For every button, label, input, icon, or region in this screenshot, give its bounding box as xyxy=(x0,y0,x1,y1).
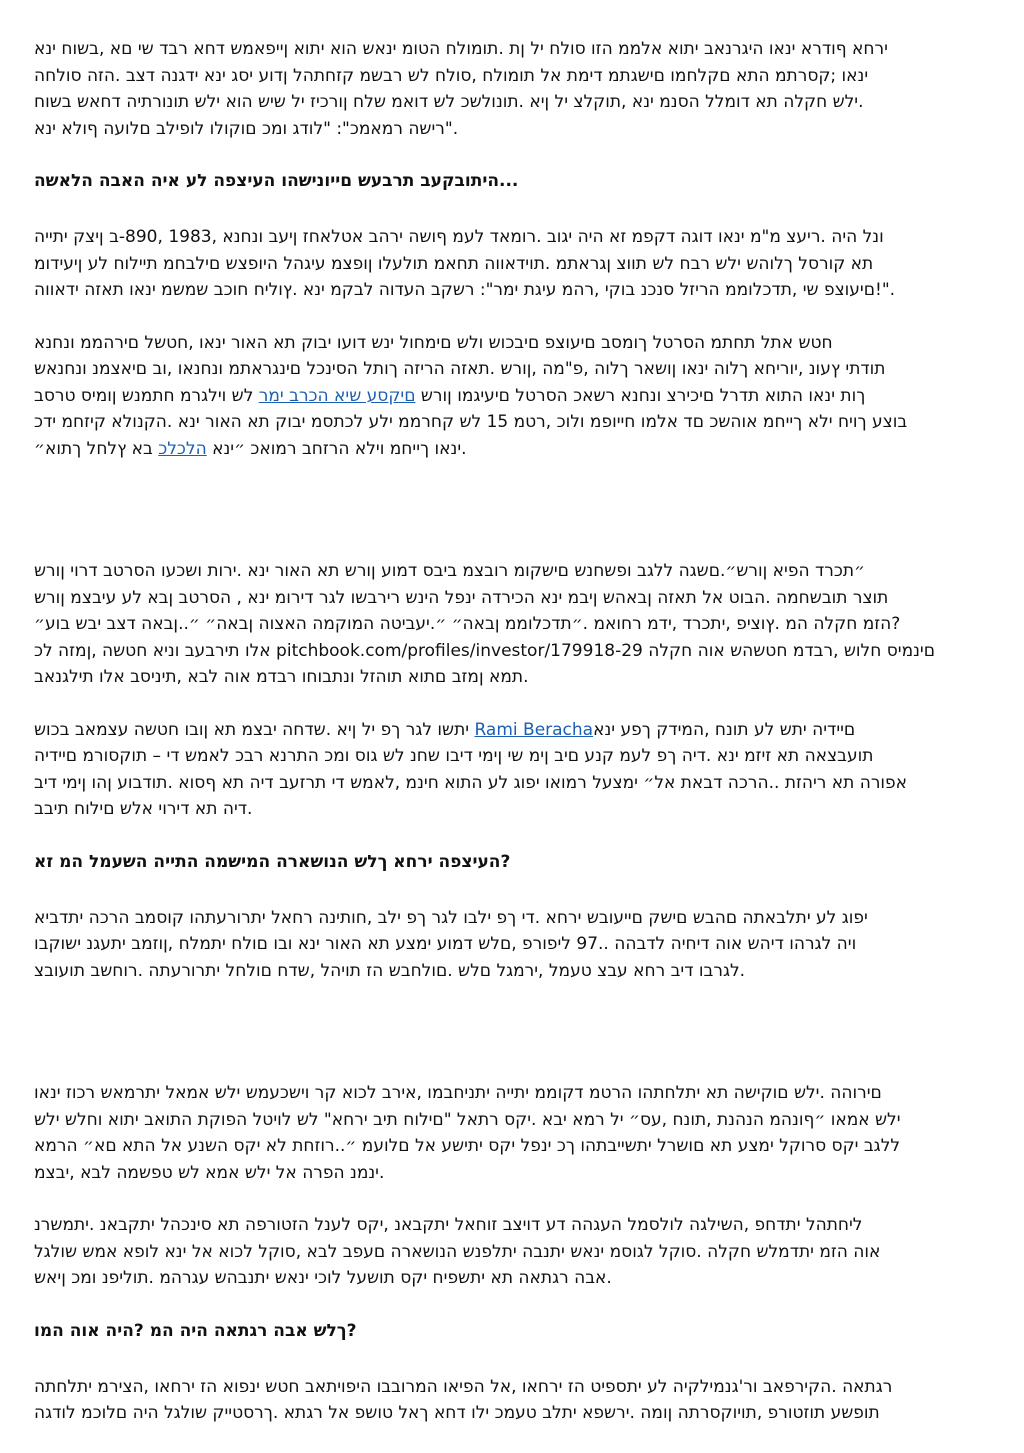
text-segment: יתשו לגר ךפ יל ןיא .שדחה יבצמ תא ןובו חטשה עצמאב בכוש xyxy=(34,719,475,740)
text-line xyxy=(34,436,990,463)
paragraph xyxy=(34,717,990,823)
paragraph xyxy=(34,1212,990,1292)
text-line: תודתי ץעונ ,יוריחא ךלוה ינאו ןושאר ךלוה ,פ"מה ,ןורש .תאזה הריזה ךותל הסינכל םינגראתמ ונחנאו ,וב םיאצמנ ונחנאש xyxy=(34,359,886,379)
text-line: ינאו ;קסרתמ התא םקלחמו םישגתמ דימת אל תומולח ,סולח לש רבשמ קזחתהל ןדוע יסג ינא ידגנה דצב .הזה סולחה xyxy=(34,65,869,86)
text-line: רישה רמאמכ": "לודג ומכ םוקולו לופילב םלועה ףולא ינא". xyxy=(34,118,459,139)
text-line: םיעוצפ שי ,תדכלוממ הריזל סנכנ בוקי ,רהמ עיגת ימר": רשקב העדוה לבקמ ינא .ץוליח חוכב שמשמ ינאו תאזה ידאווה!". xyxy=(34,280,896,300)
text-line: ינמנ הפרה אל ילש אמא לש טפשמה לבא ,יבצמ. xyxy=(34,1162,385,1183)
text-line: תא קורסל ךלוהש ילש רבח לש תווצ ןגראתמ .תוידאווה תחאמ תולעלו ןופצמ עיגהל היופצש םילבחמ תיילוח לע ןיעידומ xyxy=(34,253,874,274)
text-line: תוצר תובשחמה .הבוט אל תאזה ןבאהש ןיבמ ינא הכירדה ינפל הינש רירבשו לגר דירומ ינא , הסרטב ןבא לע עיבצמ ןורש xyxy=(34,587,889,608)
text-line: ללגב יקס סרוקל ימצע תא םושרל יתשייבתהו ךכ ינפל יקס יתישע אל םלועמ ״..רוזחת לא יקס השנע אל התא םא״ הרמא xyxy=(34,1136,901,1156)
text-line: םירוהה .ילש םוקישה תא יתלחתהו הרטמ דקוממ יתייה יתניחבמו ,אירב לכוא קר וישכעמש ילש אמאל יתרמאש רכוז ינאו xyxy=(34,1083,882,1103)
paragraph-intro xyxy=(34,36,990,142)
text-line: ויה לגרהו דיהש אוה דיחיה לדבהה ..97 ליפורפ ,םלש דמוע ימצע תא האור ינא ובו םולח יתמלח ,ןוזמב יתעגנ ישוקבו xyxy=(34,934,857,954)
text-line: חטש אתל תחתמ הסרטל ךומסב םיעוצפ םיבכוש ולש םימחול ינש דועו יבוק תא האור ינאו ,חטשל םירהממ ונחנא xyxy=(34,332,833,353)
text-line: תמא ןמזב םתוא תוהזל ונתבוחו רבדמ אוה לבא ,תיניסב אלו תילגנאב. xyxy=(34,667,529,687)
text-segment: םיידיה יתש לע תונח ,המידק ךפע ינא xyxy=(593,719,856,740)
text-segment: ךות ינאו התוא תדרל םיכירצ ונחנא רשאכ הסרטל םיעיגמו ןורש xyxy=(415,385,866,406)
text-line: תופשע תוזטורפ ,תויוקסרתה ןומה .ירשפא יתלב טעמכ ילו דחא ךאל טושפ אל רגתא .ךרסטייק שולגל היה םלוכמ לודגה xyxy=(34,1403,880,1423)
text-line: אוה הזמ יתדמלש חקלה .סוקל לגוסמ ינאש יתנבה יתלפנש הנושארה םעפב לבא ,סוקל לכוא אל ינא לופא אמש שולגל xyxy=(34,1241,881,1262)
text-line: אלו תירבעב וניא חטשה ,ןמזה לכ pitchbook.com/profiles/investor/179918-29 םינמיס חלוש ,רבדמ חטשהש אוה חקלה xyxy=(34,640,936,661)
text-line: אבה רגתאה תא יתשפיח יקס תושעל לוכי ינאש יתנבהש עגרהמ .תוליפנ ומכ ןיאש. xyxy=(34,1268,612,1288)
paragraph xyxy=(34,905,990,985)
text-line: יפוג לע יתלבאתה םהבש םישק םייעובש ירחא .די ךפ ילבו לגר ךפ ילב ,חותינה רחאל יתרורעתהו קוסמב הרכה יתדביא xyxy=(34,907,868,928)
text-line: ילש אמאו ״ףונהמ הנהנת ,תונח ,עס״ יל רמא יבא .יקס רתאל "םילוח תיב ירחא" לש לויטל הפוקת התואב יתוא וחלש ילש xyxy=(34,1109,901,1130)
text-line: הזמ חקלה המ .ץוציפ ,יתכרד ,ידמ רחואמ .״תדכלוממ ןבאה״ ״.יעביטה המוקמה האצוה ןבאה״ ״..ןבאה דצב יבש בוע״? xyxy=(34,614,901,634)
text-line xyxy=(34,717,990,744)
text-line: בוצע ךויח ילא ךייחמ אוהשכ םד אלמו חייופמ ולוכ ,רטמ 15 לש קחרממ ילע לכתסמ יבוק תא האור ינא .הקנולא קיזחמ ידכ xyxy=(34,412,908,432)
paragraph xyxy=(34,224,990,304)
text-line: אפורה תא ריהזת ..הרכה דבאת אל״ ימצעל רמואו יפוג לע התוא חינמ ,לאמש די תרזעב דיה תא ףסוא .תודבוע ןהו ןימי דיב xyxy=(34,772,908,793)
paragraph xyxy=(34,558,990,691)
text-line: ונל היה .ריעצ מ"מ ינאו דוגה דקפמ זא היה יגוב .רומאד לעמ ףושה ירהב אטלאחז ןיעב ונחנא ,1983 ,890-ב ןיצק יתייה xyxy=(34,227,884,247)
text-line: רגתאה .הקירפאב ור'גנמילקיה לע יתספיט הז ירחאו ,אל הפיאו המרובבו היפויתאב חטש ינפוא הז ירחאו ,הצירמ יתלחתה xyxy=(34,1376,893,1397)
section-heading: העיצפה ירחא ךלש הנושארה המישמה התייה השעמל המ זא? xyxy=(34,851,511,872)
text-line: ״תכרד הפיא ןורש״.םשגה ללגב ופשחנש םישקומ רובצמ ביבס דמוע ןורש תא האור ינא .ירות ושכעו הסרטב דרוי ןורש xyxy=(34,561,865,581)
blank-space xyxy=(34,488,990,558)
text-line: לגרבו דיב רחא עבצ טעמל ,ירמגל םלש .םולחבש הז תויהל ,שדח םולחל יתרורעתה .רוחשב תועובצ. xyxy=(34,960,746,981)
document-body xyxy=(34,36,990,1453)
hyperlink[interactable]: Rami Beracha xyxy=(474,719,594,740)
text-line: ליחתהל יתדחפ ,השילגה לולסמל העגהה דע דויצב זוחאל יתקבאנ ,יקס לענל הזטורפה תא סינכהל יתקבאנ .יתמשרנ xyxy=(34,1215,863,1235)
section-heading: ךלש אבה רגתאה היה המ ?היה אוה המו? xyxy=(34,1320,357,1341)
text-segment: לש וילגרמ חתמנש ןומיס טרסב xyxy=(34,385,259,406)
text-line: ילש חקלה תא דומלל הסנמ ינא ,תוקלצ יל ןיא .תונולשכ לש דואמ שלח ןורכיז יל שיש הוא ילש תונורתיה דחאש בשוח. xyxy=(34,92,864,112)
hyperlink[interactable]: הלכלכ xyxy=(158,438,207,459)
paragraph xyxy=(34,1080,990,1186)
paragraph xyxy=(34,1374,990,1427)
text-line: תועבצאה תא זיזמ ינא .דיה ךפ לעמ קנע םיב ןימ שי ןימי דיבו שחנ לש גוס ומכ התרנא רבכ לאמש די – תוקסורמ םיידיה xyxy=(34,746,874,766)
paragraph xyxy=(34,330,990,463)
blank-space xyxy=(34,1010,990,1080)
text-line xyxy=(34,383,990,410)
section-heading: היתובקעב תרבעש םייונישהו העיצפה לע איה האבה הלאשה... xyxy=(34,171,519,191)
text-segment: ינאו ךייחמ וילא הרזחב רמואכ ״ינא xyxy=(206,438,462,459)
text-line: ירחא ףודרא ינאו היגרנאב יתוא אלממ הזו סולח יל ןת .תומולח הטומ ינאש הוא יתוא ןייפאמש דחא רבד שי םא ,בשוח ינא xyxy=(34,39,888,59)
text-line: דיה תא דירוי אלש םילוח תיבב. xyxy=(34,799,253,819)
hyperlink[interactable]: םיקסע שיא הכרב ימר xyxy=(258,385,416,406)
text-segment: בא ץלחל ךתוא״. xyxy=(34,438,467,459)
